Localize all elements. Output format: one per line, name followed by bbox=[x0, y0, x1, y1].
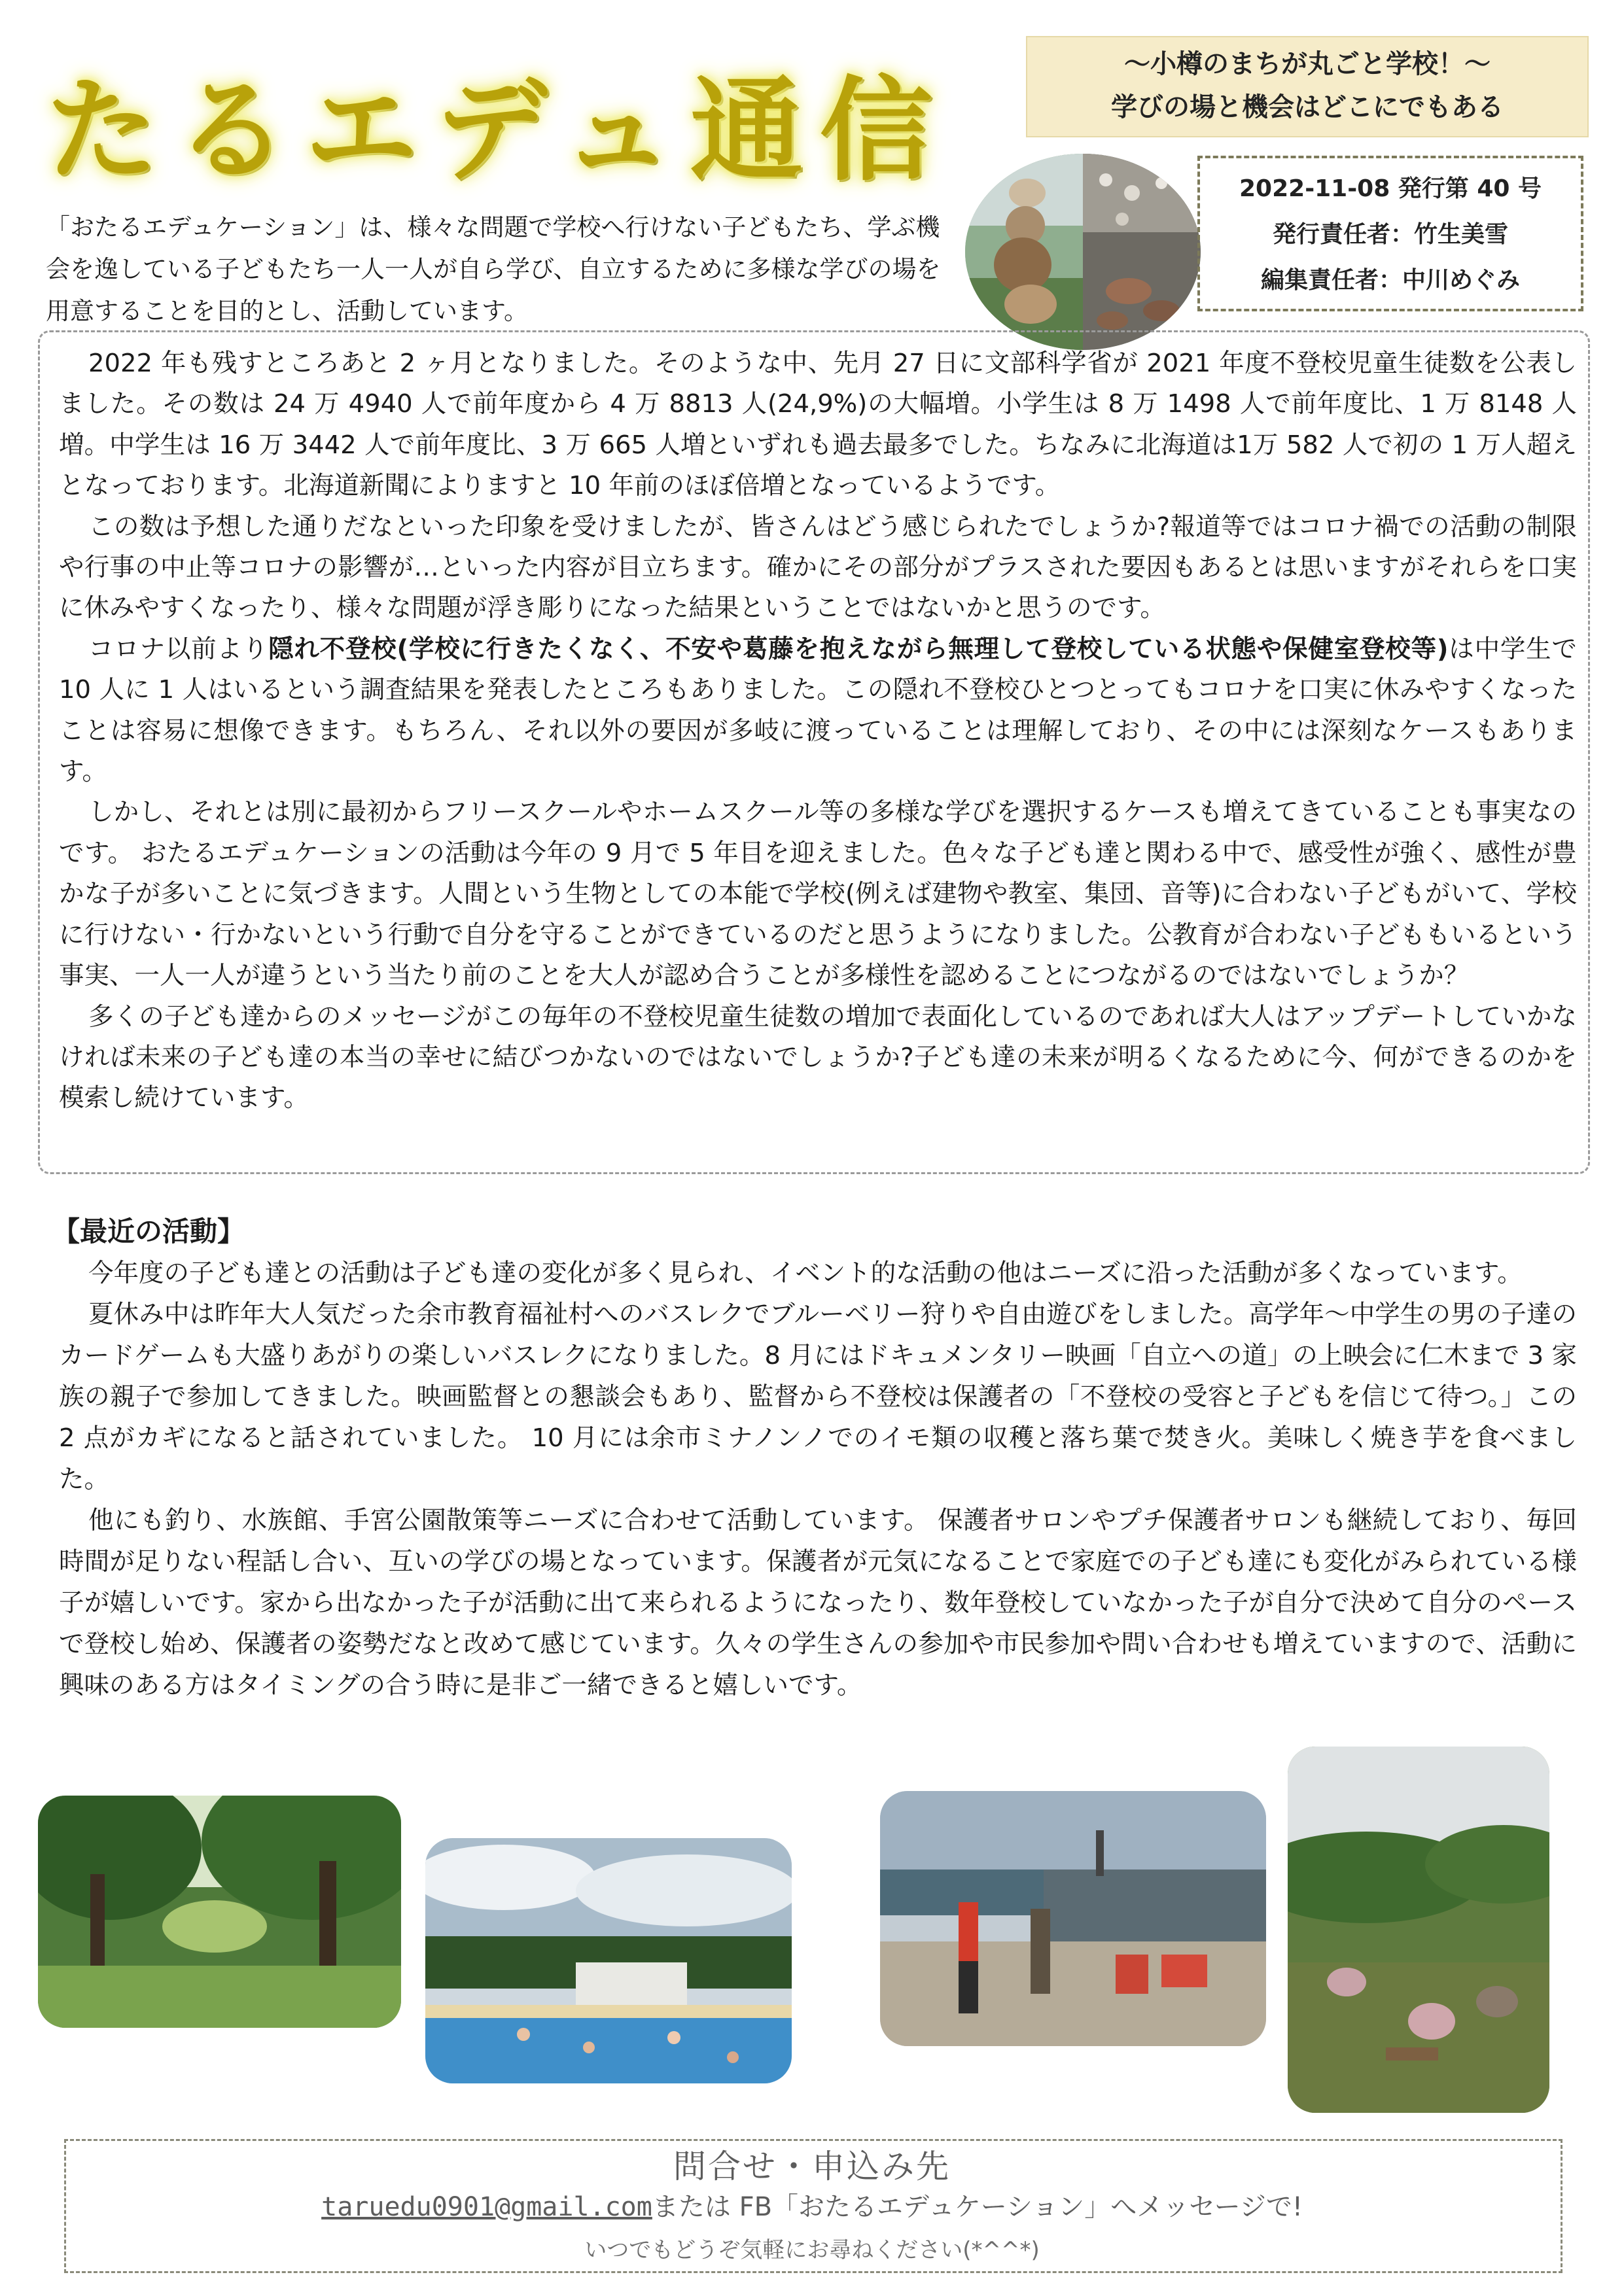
contact-closing: いつでもどうぞ気軽にお尋ねください(*^^*) bbox=[584, 2237, 1040, 2263]
paragraph-3-lead: コロナ以前より bbox=[88, 634, 269, 664]
rocks-crafts-photo bbox=[965, 154, 1201, 350]
subtitle-line-2: 学びの場と機会はどこにでもある bbox=[1111, 92, 1504, 122]
editor-name: 編集責任者：中川めぐみ bbox=[1260, 267, 1520, 294]
main-article-text bbox=[59, 343, 1577, 1119]
contact-heading: 問合せ・申込み先 bbox=[673, 2148, 951, 2185]
potato-harvest-photo bbox=[1288, 1747, 1549, 2113]
recent-activities-text bbox=[59, 1253, 1577, 1706]
contact-facebook-text: または FB「おたるエデュケーション」へメッセージで! bbox=[652, 2192, 1303, 2222]
activities-paragraph-3: 他にも釣り、水族館、手宮公園散策等ニーズに合わせて活動しています。 保護者サロンやプチ保護者サロンも継続しており、毎回時間が足りない程話し合い、互いの学びの場となっています。保護者が元気になることで家庭での子ども達にも変化がみられている様子が嬉しいです。家から出なかった子が活動に出て来られるようになったり、数年登校していなかった子が自分で決めて自分のペースで登校し始め、保護者の姿勢だなと改めて感じています。久々の学生さんの参加や市民参加や問い合わせも増えていますので、活動に興味のある方はタイミングの合う時に是非ご一緒できると嬉しいです。 bbox=[59, 1506, 1577, 1700]
article-paragraph-1: 2022 年も残すところあと 2 ヶ月となりました。そのような中、先月 27 日に文部科学省が 2021 年度不登校児童生徒数を公表しました。その数は 24 万 4940 人で前年度から 4 万 8813 人(24,9%)の大幅増。小学生は 8 万 1498 人で前年度比、1 万 8148 人増。中学生は 16 万 3442 人で前年度比、3 万 665 人増といずれも過去最多でした。ちなみに北海道は1万 582 人で初の 1 万人超えとなっております。北海道新聞によりますと 10 年前のほぼ倍増となっているようです。 bbox=[59, 349, 1577, 501]
contact-line bbox=[0, 2186, 1624, 2223]
harbor-fishing-photo bbox=[880, 1791, 1266, 2046]
issue-info-box bbox=[1197, 156, 1583, 311]
issue-date-number: 2022-11-08 発行第 40 号 bbox=[1239, 175, 1542, 202]
swimming-pool-photo bbox=[425, 1838, 792, 2083]
paragraph-3-rest: は中学生で 10 人に 1 人はいるという調査結果を発表したところもありました。この隠れ不登校ひとつとってもコロナを口実に休みやすくなったことは容易に想像できます。もちろん、それ以外の要因が多岐に渡っていることは理解しており、その中には深刻なケースもあります。 bbox=[59, 634, 1577, 787]
contact-email-link[interactable]: taruedu0901@gmail.com bbox=[321, 2192, 652, 2222]
intro-text: 「おたるエデュケーション」は、様々な問題で学校へ行けない子どもたち、学ぶ機会を逸している子どもたち一人一人が自ら学び、自立するために多様な学びの場を用意することを目的とし、活動しています。 bbox=[46, 213, 941, 325]
article-paragraph-5: 多くの子ども達からのメッセージがこの毎年の不登校児童生徒数の増加で表面化しているのであれば大人はアップデートしていかなければ未来の子ども達の本当の幸せに結びつかないのではないでしょうか?子ども達の未来が明るくなるために今、何ができるのかを模索し続けています。 bbox=[59, 1001, 1577, 1113]
recent-activities-heading: 【最近の活動】 bbox=[52, 1215, 245, 1247]
hidden-absence-definition: 隠れ不登校(学校に行きたくなく、不安や葛藤を抱えながら無理して登校している状態や保健室登校等) bbox=[268, 634, 1449, 664]
article-paragraph-4: しかし、それとは別に最初からフリースクールやホームスクール等の多様な学びを選択するケースも増えてきていることも事実なのです。 おたるエデュケーションの活動は今年の 9 月で 5 年目を迎えました。色々な子ども達と関わる中で、感受性が強く、感性が豊かな子が多いことに気づきます。人間という生物としての本能で学校(例えば建物や教室、集団、音等)に合わない子どもがいて、学校に行けない・行かないという行動で自分を守ることができているのだと思うようになりました。公教育が合わない子どももいるという事実、一人一人が違うという当たり前のことを大人が認め合うことが多様性を認めることにつながるのではないでしょうか？ bbox=[59, 797, 1577, 991]
header-photo-circle bbox=[965, 154, 1201, 350]
activities-paragraph-1: 今年度の子ども達との活動は子ども達の変化が多く見られ、イベント的な活動の他はニーズに沿った活動が多くなっています。 bbox=[88, 1259, 1523, 1288]
publisher-name: 発行責任者：竹生美雪 bbox=[1272, 221, 1508, 248]
article-paragraph-2: この数は予想した通りだなといった印象を受けましたが、皆さんはどう感じられたでしょうか?報道等ではコロナ禍での活動の制限や行事の中止等コロナの影響が…といった内容が目立ちます。確かにその部分がプラスされた要因もあるとは思いますがそれらを口実に休みやすくなったり、様々な問題が浮き彫りになった結果ということではないかと思うのです。 bbox=[59, 512, 1577, 623]
subtitle-box bbox=[1026, 36, 1589, 137]
subtitle-line-1: ～小樽のまちが丸ごと学校！～ bbox=[1124, 49, 1491, 79]
activities-paragraph-2: 夏休み中は昨年大人気だった余市教育福祉村へのバスレクでブルーベリー狩りや自由遊びをしました。高学年～中学生の男の子達のカードゲームも大盛りあがりの楽しいバスレクになりました。8 月にはドキュメンタリー映画「自立への道」の上映会に仁木まで 3 家族の親子で参加してきました。映画監督との懇談会もあり、監督から不登校は保護者の「不登校の受容と子どもを信じて待つ。」この 2 点がカギになると話されていました。 10 月には余市ミナノンノでのイモ類の収穫と落ち葉で焚き火。美味しく焼き芋を食べました。 bbox=[59, 1300, 1577, 1494]
newsletter-title: たるエデュ通信 bbox=[46, 65, 949, 196]
article-paragraph-3 bbox=[59, 629, 1577, 793]
forest-park-photo bbox=[38, 1796, 401, 2028]
